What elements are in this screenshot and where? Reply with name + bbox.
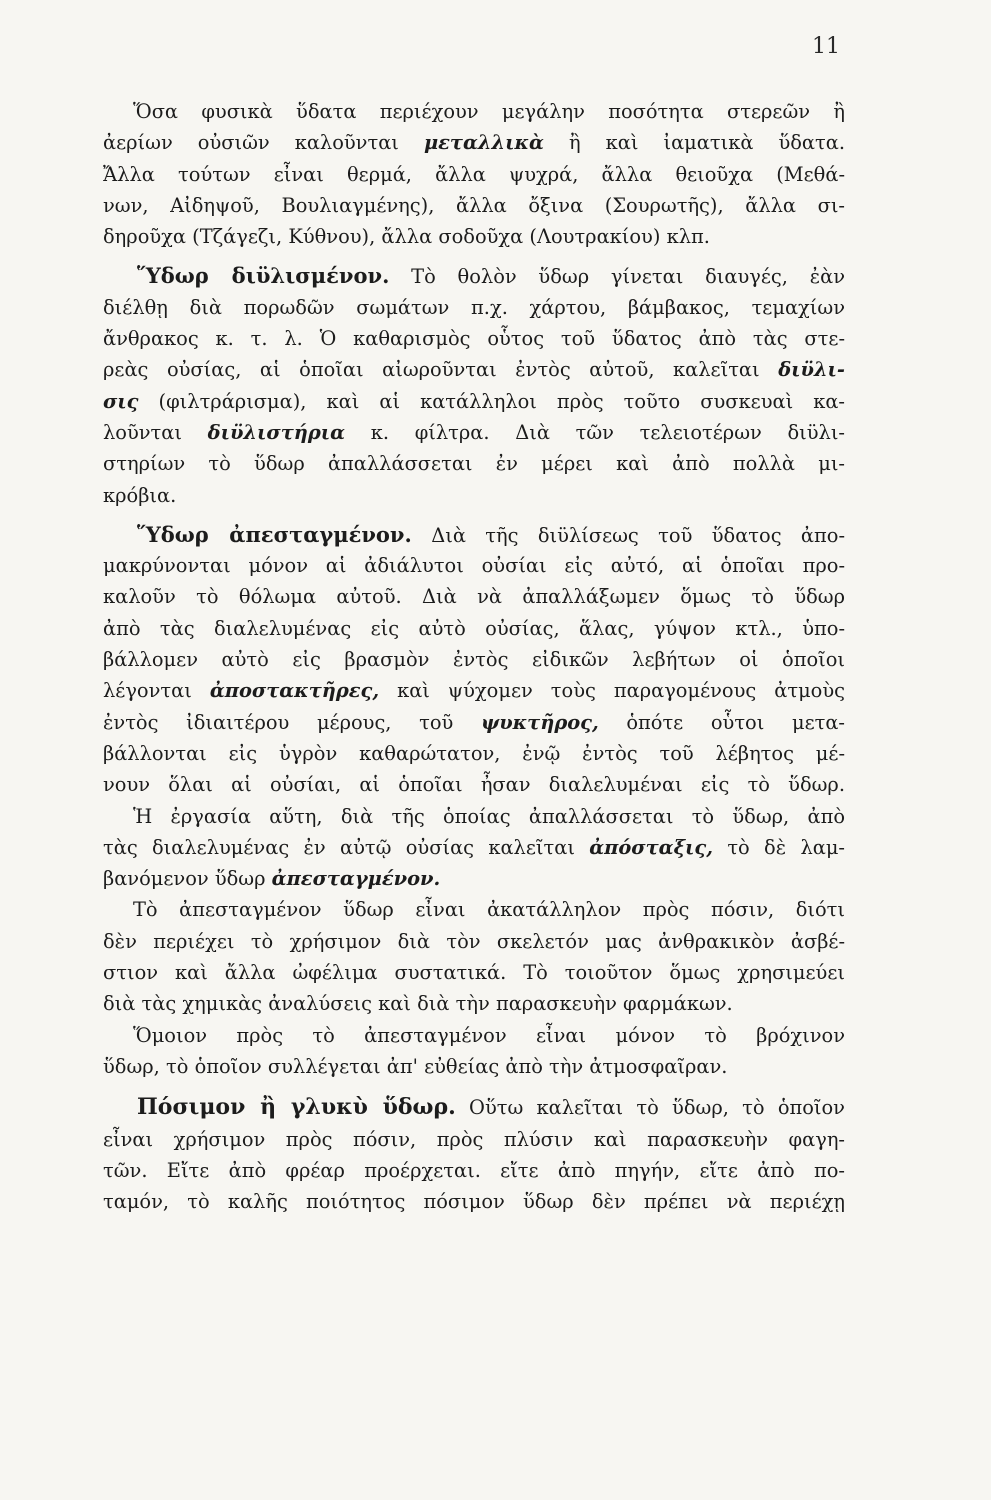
text-line: δὲν περιέχει τὸ χρήσιμον διὰ τὸν σκελετόν μας ἀνθρακικὸν ἀσβέ-	[103, 929, 845, 953]
term-apestagmenon: ἀπεσταγμένον.	[271, 867, 441, 891]
text-line: κρόβια.	[103, 483, 177, 507]
text-line: ἀπὸ τὰς διαλελυμένας εἰς αὐτὸ οὐσίας, ἅλας, γύψον κτλ., ὑπο-	[103, 616, 845, 640]
text-line: ταμόν, τὸ καλῆς ποιότητος πόσιμον ὕδωρ δὲν πρέπει νὰ περιέχῃ	[103, 1190, 845, 1214]
body-text	[103, 96, 845, 1217]
page-number: 11	[812, 34, 840, 59]
text-line: διὰ τὰς χημικὰς ἀναλύσεις καὶ διὰ τὴν παρασκευὴν φαρμάκων.	[103, 992, 733, 1016]
text-line: τὰς διαλελυμένας ἐν αὐτῷ οὐσίας καλεῖται ἀπόσταξις, τὸ δὲ λαμ-	[103, 835, 845, 859]
text-line: δηροῦχα (Τζάγεζι, Κύθνου), ἄλλα σοδοῦχα (Λουτρακίου) κλπ.	[103, 225, 710, 249]
text-line: Ἄλλα τούτων εἶναι θερμά, ἄλλα ψυχρά, ἄλλα θειοῦχα (Μεθά-	[103, 162, 845, 186]
term-diylistiria: διϋλιστήρια	[207, 420, 346, 444]
text-line: ἄνθρακος κ. τ. λ. Ὁ καθαρισμὸς οὗτος τοῦ ὕδατος ἀπὸ τὰς στε-	[103, 327, 845, 351]
heading-potable-water: Πόσιμον ἢ γλυκὺ ὕδωρ.	[137, 1094, 456, 1121]
text-line: νουν ὅλαι αἱ οὐσίαι, αἱ ὁποῖαι ἦσαν διαλελυμέναι εἰς τὸ ὕδωρ.	[103, 773, 845, 797]
text-line: Ἡ ἐργασία αὕτη, διὰ τῆς ὁποίας ἀπαλλάσσεται τὸ ὕδωρ, ἀπὸ	[133, 804, 845, 828]
text-line: ἀερίων οὐσιῶν καλοῦνται μεταλλικὰ ἢ καὶ ἰαματικὰ ὕδατα.	[103, 131, 845, 155]
term-psyktiros: ψυκτῆρος,	[480, 710, 599, 734]
text-line: ὕδωρ, τὸ ὁποῖον συλλέγεται ἀπ' εὐθείας ἀπὸ τὴν ἀτμοσφαῖραν.	[103, 1054, 728, 1078]
term-diylisis: διϋλι-	[778, 358, 845, 382]
text-line: λέγονται ἀποστακτῆρες, καὶ ψύχομεν τοὺς παραγομένους ἀτμοὺς	[103, 679, 845, 703]
heading-distilled-filtered: Ὕδωρ διϋλισμένον.	[137, 263, 390, 289]
text-line: καλοῦν τὸ θόλωμα αὐτοῦ. Διὰ νὰ ἀπαλλάξωμεν ὅμως τὸ ὕδωρ	[103, 585, 845, 609]
text-line: στηρίων τὸ ὕδωρ ἀπαλλάσσεται ἐν μέρει καὶ ἀπὸ πολλὰ μι-	[103, 452, 845, 476]
section-heading-line: Πόσιμον ἢ γλυκὺ ὕδωρ. Οὕτω καλεῖται τὸ ὕδωρ, τὸ ὁποῖον	[137, 1094, 845, 1121]
term-metallika: μεταλλικὰ	[423, 131, 544, 155]
text-line: ρεὰς οὐσίας, αἱ ὁποῖαι αἰωροῦνται ἐντὸς αὐτοῦ, καλεῖται διϋλι-	[103, 358, 845, 382]
text-line: εἶναι χρήσιμον πρὸς πόσιν, πρὸς πλύσιν καὶ παρασκευὴν φαγη-	[103, 1127, 845, 1151]
section-heading-line: Ὕδωρ διϋλισμένον. Τὸ θολὸν ὕδωρ γίνεται διαυγές, ἐὰν	[137, 263, 845, 289]
heading-distilled-water: Ὕδωρ ἀπεσταγμένον.	[137, 521, 412, 547]
term-apostaxis: ἀπόσταξις,	[589, 835, 713, 859]
text-line: διέλθῃ διὰ πορωδῶν σωμάτων π.χ. χάρτου, βάμβακος, τεμαχίων	[103, 295, 845, 319]
text-line: τῶν. Εἴτε ἀπὸ φρέαρ προέρχεται. εἴτε ἀπὸ πηγήν, εἴτε ἀπὸ πο-	[103, 1158, 845, 1182]
text-line: βάλλομεν αὐτὸ εἰς βρασμὸν ἐντὸς εἰδικῶν λεβήτων οἱ ὁποῖοι	[103, 648, 845, 672]
text-line: στιον καὶ ἄλλα ὠφέλιμα συστατικά. Τὸ τοιοῦτον ὅμως χρησιμεύει	[103, 961, 845, 985]
text-line: Ὅμοιον πρὸς τὸ ἀπεσταγμένον εἶναι μόνον τὸ βρόχινον	[133, 1023, 845, 1047]
text-line: βανόμενον ὕδωρ ἀπεσταγμένον.	[103, 867, 441, 891]
text-line: Τὸ ἀπεσταγμένον ὕδωρ εἶναι ἀκατάλληλον πρὸς πόσιν, διότι	[133, 898, 845, 922]
section-heading-line: Ὕδωρ ἀπεσταγμένον. Διὰ τῆς διϋλίσεως τοῦ ὕδατος ἀπο-	[137, 521, 845, 547]
text-line: Ὅσα φυσικὰ ὕδατα περιέχουν μεγάλην ποσότητα στερεῶν ἢ	[133, 100, 845, 123]
text-line: σις (φιλτράρισμα), καὶ αἱ κατάλληλοι πρὸς τοῦτο συσκευαὶ κα-	[103, 389, 845, 413]
text-line: ἐντὸς ἰδιαιτέρου μέρους, τοῦ ψυκτῆρος, ὁπότε οὗτοι μετα-	[103, 710, 845, 734]
text-line: νων, Αἰδηψοῦ, Βουλιαγμένης), ἄλλα ὄξινα (Σουρωτῆς), ἄλλα σι-	[103, 193, 845, 217]
term-apostaktires: ἀποστακτῆρες,	[209, 679, 380, 703]
text-line: μακρύνονται μόνον αἱ ἀδιάλυτοι οὐσίαι εἰς αὐτό, αἱ ὁποῖαι προ-	[103, 554, 845, 578]
text-line: βάλλονται εἰς ὑγρὸν καθαρώτατον, ἐνῷ ἐντὸς τοῦ λέβητος μέ-	[103, 741, 845, 765]
text-line: λοῦνται διϋλιστήρια κ. φίλτρα. Διὰ τῶν τελειοτέρων διϋλι-	[103, 420, 845, 444]
